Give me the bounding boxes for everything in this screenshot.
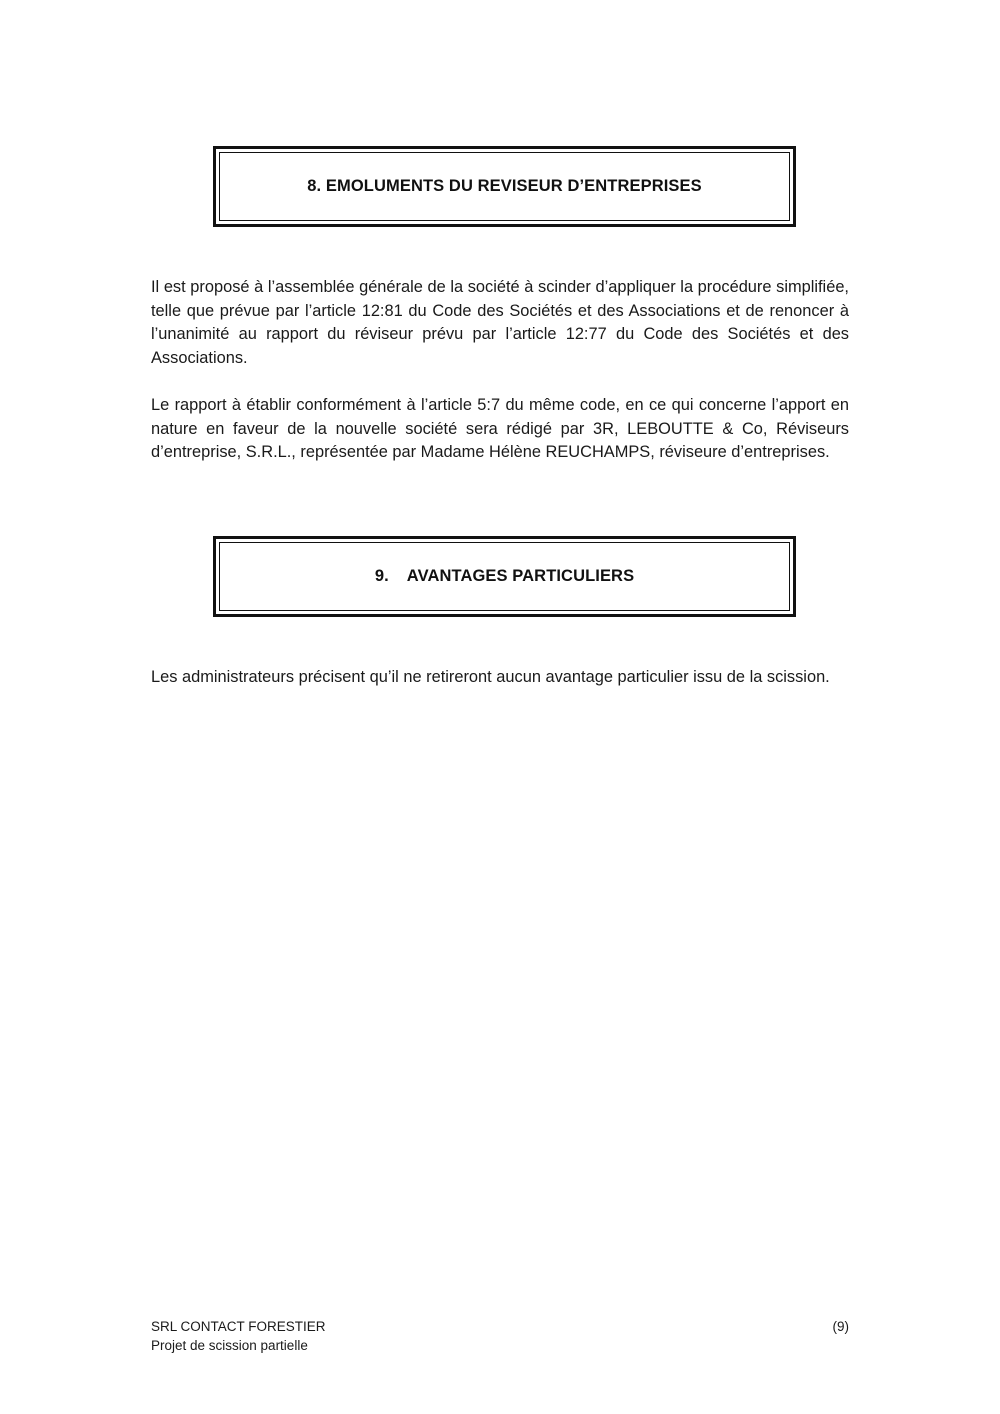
section-8-paragraph-2: Le rapport à établir conformément à l’article 5:7 du même code, en ce qui concerne l’apport en nature en faveur de la nouvelle société sera rédigé par 3R, LEBOUTTE & Co, Réviseurs d’entreprise, S.R.L., représentée par Madame Hélène REUCHAMPS, réviseure d’entreprises. — [151, 396, 849, 462]
section-9-heading-box — [213, 536, 796, 617]
footer-company-name: SRL CONTACT FORESTIER — [151, 1319, 326, 1334]
page-footer-left — [151, 1317, 326, 1355]
section-9-title: AVANTAGES PARTICULIERS — [406, 567, 635, 585]
section-8-heading-box — [213, 146, 796, 227]
page-number: (9) — [832, 1319, 849, 1334]
section-9-paragraph-1: Les administrateurs précisent qu’il ne retireront aucun avantage particulier issu de la scission. — [151, 668, 830, 686]
section-8-paragraph-1: Il est proposé à l’assemblée générale de la société à scinder d’appliquer la procédure simplifiée, telle que prévue par l’article 12:81 du Code des Sociétés et des Associations et de renoncer à l’unanimité au rapport du réviseur prévu par l’article 12:77 du Code des Sociétés et des Associations. — [151, 278, 849, 367]
section-8-title: 8. EMOLUMENTS DU REVISEUR D’ENTREPRISES — [307, 177, 702, 195]
footer-document-title: Projet de scission partielle — [151, 1338, 308, 1353]
section-9-number: 9. — [374, 567, 389, 585]
